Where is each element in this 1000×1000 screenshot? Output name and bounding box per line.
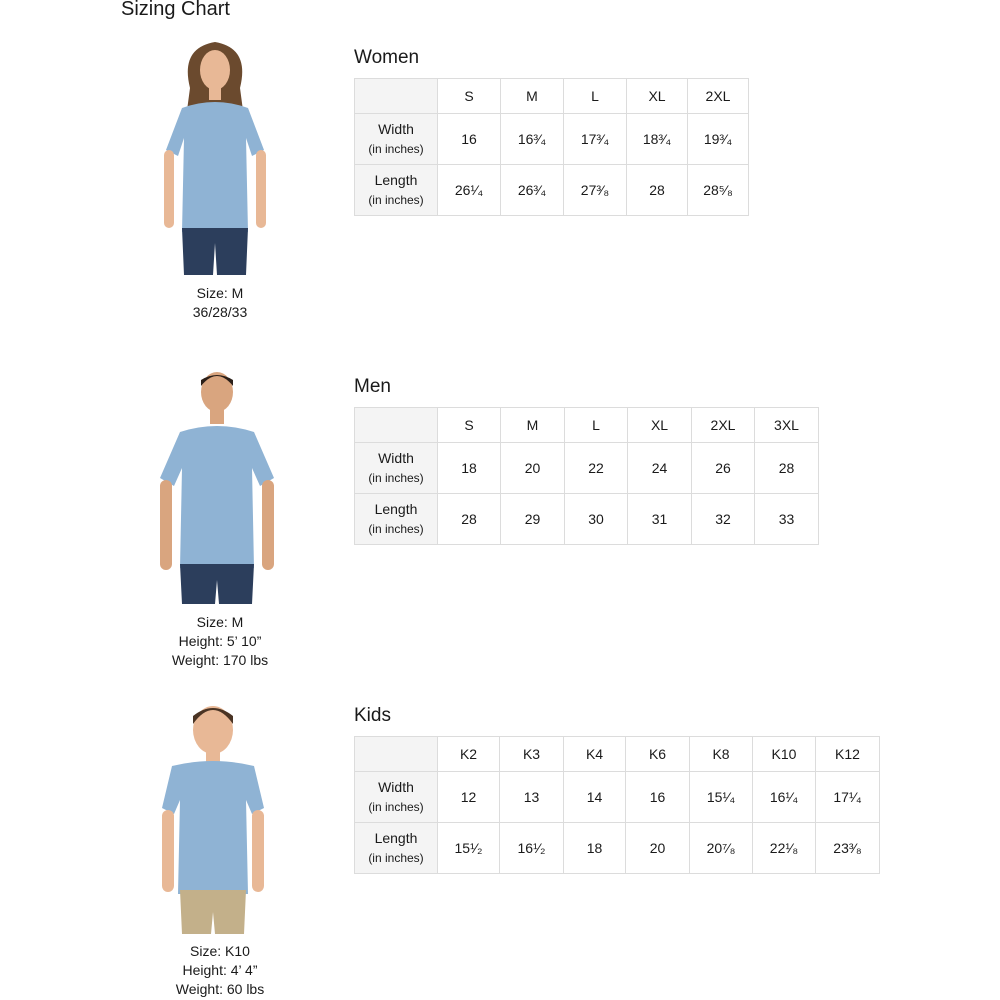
table-cell: 16³⁄₄ xyxy=(501,114,564,165)
caption-line: Size: M xyxy=(196,285,244,301)
table-cell: 19³⁄₄ xyxy=(688,114,749,165)
table-header-row xyxy=(355,408,819,443)
row-label-cell xyxy=(355,494,438,545)
row-unit: (in inches) xyxy=(368,851,424,865)
table-cell: 28⁵⁄₈ xyxy=(688,165,749,216)
woman-model-figure xyxy=(160,38,270,278)
kids-model-caption xyxy=(120,942,320,999)
table-cell: 16 xyxy=(438,114,501,165)
size-column-header: XL xyxy=(627,79,688,114)
row-unit: (in inches) xyxy=(368,193,424,207)
table-cell: 26 xyxy=(692,443,755,494)
size-column-header: K6 xyxy=(626,737,690,772)
row-label: Width xyxy=(378,450,414,466)
table-cell: 16¹⁄₂ xyxy=(500,823,564,874)
table-cell: 33 xyxy=(755,494,819,545)
kids-size-table xyxy=(354,736,880,874)
table-cell: 20 xyxy=(501,443,565,494)
size-column-header: 2XL xyxy=(692,408,755,443)
table-cell: 28 xyxy=(438,494,501,545)
table-cell: 15¹⁄₂ xyxy=(438,823,500,874)
men-size-table xyxy=(354,407,819,545)
table-row xyxy=(355,823,880,874)
row-label-cell xyxy=(355,165,438,216)
table-row xyxy=(355,494,819,545)
table-cell: 20⁷⁄₈ xyxy=(690,823,753,874)
size-column-header: 2XL xyxy=(688,79,749,114)
table-cell: 14 xyxy=(564,772,626,823)
section-title-kids: Kids xyxy=(354,705,391,726)
table-corner-cell xyxy=(355,408,438,443)
table-cell: 18 xyxy=(564,823,626,874)
table-row xyxy=(355,114,749,165)
size-column-header: M xyxy=(501,79,564,114)
table-header-row xyxy=(355,79,749,114)
table-header-row xyxy=(355,737,880,772)
women-size-table xyxy=(354,78,749,216)
table-cell: 18³⁄₄ xyxy=(627,114,688,165)
row-unit: (in inches) xyxy=(368,142,424,156)
row-label: Length xyxy=(374,830,418,846)
size-column-header: S xyxy=(438,79,501,114)
section-title-women: Women xyxy=(354,47,420,68)
table-cell: 13 xyxy=(500,772,564,823)
table-cell: 12 xyxy=(438,772,500,823)
table-cell: 18 xyxy=(438,443,501,494)
table-corner-cell xyxy=(355,737,438,772)
size-column-header: XL xyxy=(628,408,692,443)
table-cell: 17³⁄₄ xyxy=(564,114,627,165)
man-model-figure xyxy=(158,368,276,606)
caption-line: 36/28/33 xyxy=(192,304,248,320)
size-column-header: K3 xyxy=(500,737,564,772)
row-unit: (in inches) xyxy=(368,522,424,536)
size-column-header: 3XL xyxy=(755,408,819,443)
row-label: Width xyxy=(378,779,414,795)
table-cell: 16¹⁄₄ xyxy=(753,772,816,823)
table-cell: 30 xyxy=(565,494,628,545)
caption-line: Weight: 170 lbs xyxy=(171,652,269,668)
row-unit: (in inches) xyxy=(368,471,424,485)
size-column-header: M xyxy=(501,408,565,443)
table-cell: 26³⁄₄ xyxy=(501,165,564,216)
table-cell: 17¹⁄₄ xyxy=(816,772,880,823)
row-label-cell xyxy=(355,443,438,494)
kid-model-figure xyxy=(158,700,268,936)
size-column-header: S xyxy=(438,408,501,443)
size-column-header: K12 xyxy=(816,737,880,772)
table-corner-cell xyxy=(355,79,438,114)
table-cell: 20 xyxy=(626,823,690,874)
section-title-men: Men xyxy=(354,376,391,397)
size-column-header: K8 xyxy=(690,737,753,772)
table-cell: 28 xyxy=(627,165,688,216)
size-column-header: K10 xyxy=(753,737,816,772)
table-cell: 16 xyxy=(626,772,690,823)
row-label-cell xyxy=(355,823,438,874)
caption-line: Size: M xyxy=(196,614,244,630)
table-cell: 28 xyxy=(755,443,819,494)
size-column-header: K2 xyxy=(438,737,500,772)
size-column-header: L xyxy=(564,79,627,114)
row-label: Length xyxy=(374,501,418,517)
table-row xyxy=(355,772,880,823)
table-cell: 32 xyxy=(692,494,755,545)
table-cell: 15¹⁄₄ xyxy=(690,772,753,823)
table-cell: 26¹⁄₄ xyxy=(438,165,501,216)
table-cell: 22 xyxy=(565,443,628,494)
table-cell: 24 xyxy=(628,443,692,494)
table-cell: 27³⁄₈ xyxy=(564,165,627,216)
row-unit: (in inches) xyxy=(368,800,424,814)
table-cell: 22¹⁄₈ xyxy=(753,823,816,874)
row-label-cell xyxy=(355,772,438,823)
caption-line: Size: K10 xyxy=(190,943,250,959)
women-model-caption xyxy=(120,284,320,322)
caption-line: Weight: 60 lbs xyxy=(175,981,265,997)
caption-line: Height: 4’ 4” xyxy=(182,962,258,978)
table-row xyxy=(355,165,749,216)
size-column-header: K4 xyxy=(564,737,626,772)
table-cell: 23³⁄₈ xyxy=(816,823,880,874)
table-cell: 29 xyxy=(501,494,565,545)
size-column-header: L xyxy=(565,408,628,443)
page-title: Sizing Chart xyxy=(121,0,230,20)
row-label: Width xyxy=(378,121,414,137)
table-row xyxy=(355,443,819,494)
table-cell: 31 xyxy=(628,494,692,545)
row-label: Length xyxy=(374,172,418,188)
men-model-caption xyxy=(120,613,320,670)
caption-line: Height: 5’ 10” xyxy=(178,633,262,649)
row-label-cell xyxy=(355,114,438,165)
